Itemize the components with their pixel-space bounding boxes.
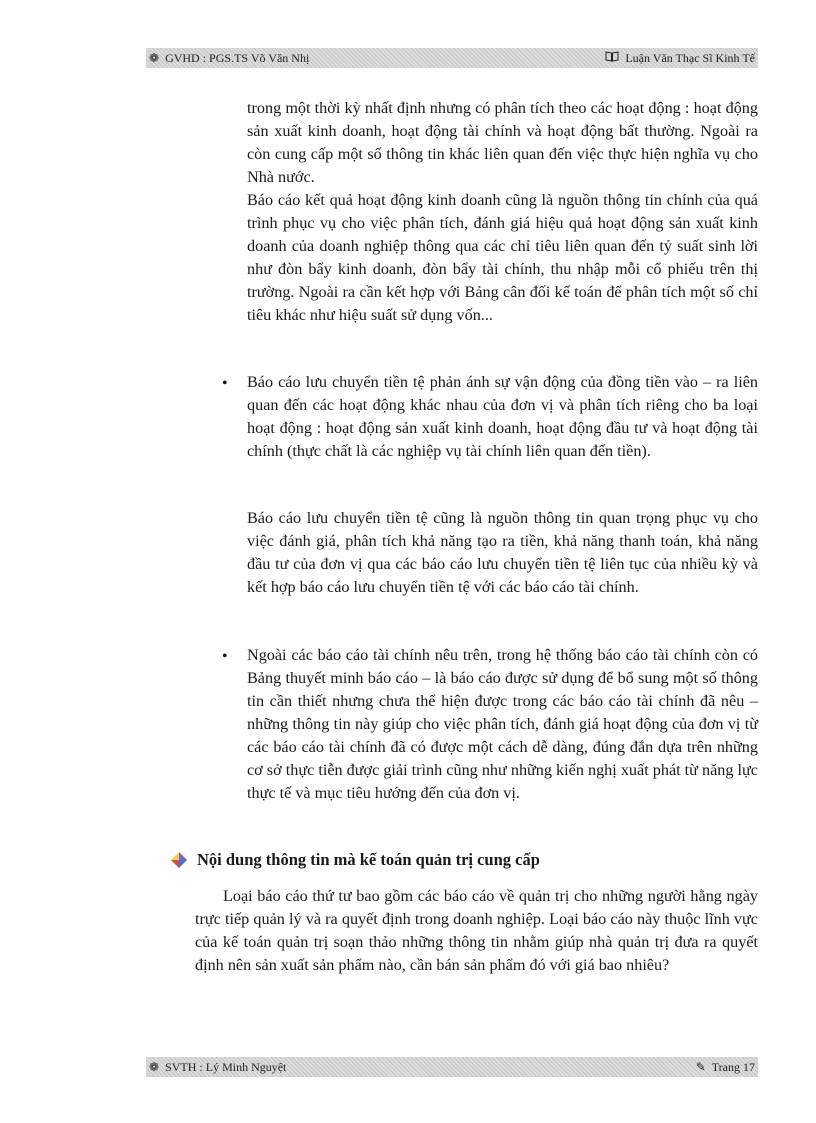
page-header <box>146 48 758 68</box>
bullet-item-1: Báo cáo lưu chuyển tiền tệ phản ánh sự vận động của đồng tiền vào – ra liên quan đến các hoạt động khác nhau của đơn vị và phân tích riêng cho ba loại hoạt động : hoạt động sản xuất kinh doanh, hoạt động đầu tư và hoạt động tài chính (thực chất là các nghiệp vụ tài chính liên quan đến tiền). <box>247 373 758 460</box>
header-supervisor: GVHD : PGS.TS Võ Văn Nhị <box>165 51 310 65</box>
paragraph-4: Loại báo cáo thứ tư bao gồm các báo cáo về quản trị cho những người hằng ngày trực tiếp quản lý và ra quyết định trong doanh nghiệp. Loại báo cáo này thuộc lĩnh vực của kế toán quản trị soạn thảo những thông tin nhằm giúp nhà quản trị đưa ra quyết định nên sản xuất sản phẩm nào, cần bán sản phẩm đó với giá bao nhiêu? <box>195 887 758 974</box>
book-icon <box>605 48 619 68</box>
header-thesis-title: Luận Văn Thạc Sĩ Kinh Tế <box>625 51 755 65</box>
pencil-icon: ✎ <box>695 1060 706 1074</box>
paragraph-3: Báo cáo lưu chuyển tiền tệ cũng là nguồn thông tin quan trọng phục vụ cho việc đánh giá, phân tích khả năng tạo ra tiền, khả năng thanh toán, khả năng đầu tư của đơn vị qua các báo cáo lưu chuyển tiền tệ liên tục của nhiều kỳ và kết hợp báo cáo lưu chuyển tiền tệ với các báo cáo tài chính. <box>247 509 758 596</box>
footer-student: SVTH : Lý Minh Nguyệt <box>165 1060 287 1074</box>
diamond-bullet-icon <box>170 851 188 869</box>
bullet-dot-icon: • <box>222 375 228 392</box>
bullet-item-2: Ngoài các báo cáo tài chính nêu trên, trong hệ thống báo cáo tài chính còn có Bảng thuyết minh báo cáo – là báo cáo được sử dụng để bổ sung một số thông tin cần thiết nhưng chưa thể hiện được trong các báo cáo tài chính đã nêu – những thông tin này giúp cho việc phân tích, đánh giá hoạt động của đơn vị từ các báo cáo tài chính đã có được một cách dễ dàng, đúng đắn dựa trên những cơ sở thực tiễn được giải trình cũng như những kiến nghị xuất phát từ năng lực thực tế và mục tiêu hướng đến của đơn vị. <box>247 646 758 802</box>
footer-page-number: Trang 17 <box>711 1060 755 1074</box>
page-footer <box>146 1057 758 1077</box>
section-heading-text: Nội dung thông tin mà kế toán quản trị cung cấp <box>197 850 540 869</box>
bullet-dot-icon: • <box>222 648 228 665</box>
paragraph-1: trong một thời kỳ nhất định nhưng có phân tích theo các hoạt động : hoạt động sản xuất kinh doanh, hoạt động tài chính và hoạt động bất thường. Ngoài ra còn cung cấp một số thông tin khác liên quan đến việc thực hiện nghĩa vụ cho Nhà nước. <box>247 99 758 186</box>
flower-icon: ❁ <box>149 51 160 65</box>
flower-icon: ❁ <box>149 1060 160 1074</box>
paragraph-2: Báo cáo kết quả hoạt động kinh doanh cũng là nguồn thông tin chính của quá trình phục vụ cho việc phân tích, đánh giá hiệu quả hoạt động sản xuất kinh doanh của doanh nghiệp thông qua các chỉ tiêu liên quan đến tỷ suất sinh lời như đòn bẩy kinh doanh, đòn bẩy tài chính, thu nhập mỗi cổ phiếu trên thị trường. Ngoài ra cần kết hợp với Bảng cân đối kế toán để phân tích một số chỉ tiêu khác như hiệu suất sử dụng vốn... <box>247 191 758 324</box>
section-heading <box>170 848 540 871</box>
